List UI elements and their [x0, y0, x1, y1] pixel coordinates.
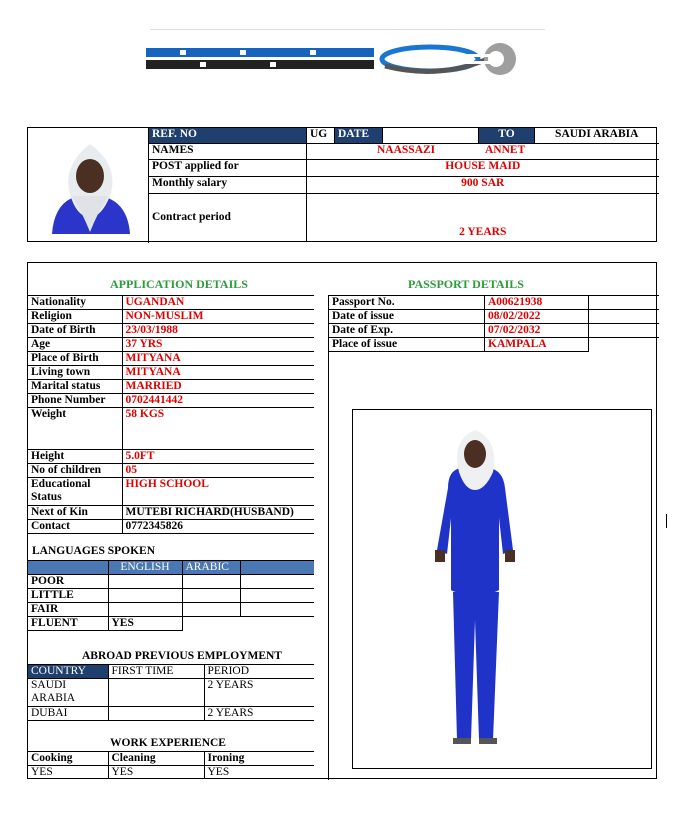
languages-table — [28, 560, 314, 631]
passport-row — [329, 296, 659, 310]
passport-row — [329, 324, 659, 338]
language-level: FLUENT — [28, 617, 108, 631]
passport-value: A00621938 — [485, 296, 589, 310]
application-row — [28, 324, 314, 338]
language-arabic — [182, 603, 240, 617]
lang-col-arabic: ARABIC — [182, 561, 240, 575]
passport-table — [328, 295, 659, 352]
application-row — [28, 338, 314, 352]
language-row — [28, 617, 314, 631]
application-heading: APPLICATION DETAILS — [110, 277, 248, 291]
application-row — [28, 408, 314, 450]
application-value: UGANDAN — [122, 296, 314, 310]
date-label: DATE — [335, 128, 383, 143]
passport-value: 07/02/2032 — [485, 324, 589, 338]
application-row — [28, 520, 314, 534]
application-label: Height — [28, 450, 122, 464]
top-rule — [150, 29, 545, 30]
application-row — [28, 394, 314, 408]
abroad-col-country: COUNTRY — [28, 665, 108, 679]
language-english — [108, 603, 182, 617]
language-blank — [240, 575, 314, 589]
lang-col-blank — [240, 561, 314, 575]
date-value — [383, 128, 479, 143]
application-row — [28, 366, 314, 380]
application-label: Contact — [28, 520, 122, 534]
application-label: Age — [28, 338, 122, 352]
application-value: 23/03/1988 — [122, 324, 314, 338]
post-label: POST applied for — [149, 159, 307, 176]
headshot-photo — [42, 136, 138, 234]
ref-value: UG — [307, 128, 335, 143]
language-row — [28, 603, 314, 617]
abroad-period: 2 YEARS — [204, 707, 314, 721]
passport-extra — [589, 296, 659, 310]
passport-value: 08/02/2022 — [485, 310, 589, 324]
work-val-ironing: YES — [204, 766, 314, 780]
header-block — [27, 127, 657, 242]
application-row — [28, 380, 314, 394]
first-name: NAASSAZI — [377, 143, 436, 156]
application-value: MITYANA — [122, 352, 314, 366]
application-value: 58 KGS — [122, 408, 314, 450]
application-value: 05 — [122, 464, 314, 478]
abroad-country: DUBAI — [28, 707, 108, 721]
application-row — [28, 464, 314, 478]
language-level: LITTLE — [28, 589, 108, 603]
application-row — [28, 450, 314, 464]
language-level: POOR — [28, 575, 108, 589]
names-value — [307, 143, 659, 159]
passport-label: Date of Exp. — [329, 324, 485, 338]
work-col-cooking: Cooking — [28, 752, 108, 766]
passport-row — [329, 310, 659, 324]
header-table — [148, 128, 659, 241]
to-value: SAUDI ARABIA — [535, 128, 659, 143]
abroad-row — [28, 679, 314, 707]
passport-row — [329, 338, 659, 352]
work-col-cleaning: Cleaning — [108, 752, 204, 766]
application-label: No of children — [28, 464, 122, 478]
ref-label: REF. NO — [149, 128, 307, 143]
abroad-col-first-time: FIRST TIME — [108, 665, 204, 679]
application-row — [28, 478, 314, 506]
language-blank — [240, 589, 314, 603]
application-label: Marital status — [28, 380, 122, 394]
names-label: NAMES — [149, 143, 307, 159]
salary-label: Monthly salary — [149, 176, 307, 193]
application-value: 37 YRS — [122, 338, 314, 352]
work-heading: WORK EXPERIENCE — [110, 737, 226, 749]
language-blank — [240, 603, 314, 617]
abroad-table — [28, 664, 314, 721]
work-table — [28, 751, 314, 779]
abroad-col-period: PERIOD — [204, 665, 314, 679]
language-arabic — [182, 575, 240, 589]
work-val-cleaning: YES — [108, 766, 204, 780]
last-name: ANNET — [485, 143, 526, 156]
application-value: MARRIED — [122, 380, 314, 394]
abroad-country: SAUDI ARABIA — [28, 679, 108, 707]
application-value: NON-MUSLIM — [122, 310, 314, 324]
language-english: YES — [108, 617, 182, 631]
application-value: HIGH SCHOOL — [122, 478, 314, 506]
language-blank — [240, 617, 314, 631]
passport-extra — [589, 324, 659, 338]
abroad-heading: ABROAD PREVIOUS EMPLOYMENT — [82, 650, 282, 662]
application-label: Religion — [28, 310, 122, 324]
application-value: 5.0FT — [122, 450, 314, 464]
application-row — [28, 506, 314, 520]
agency-logo — [140, 40, 540, 82]
language-row — [28, 575, 314, 589]
to-label: TO — [479, 128, 535, 143]
application-row — [28, 296, 314, 310]
application-table — [28, 295, 314, 534]
language-level: FAIR — [28, 603, 108, 617]
work-val-cooking: YES — [28, 766, 108, 780]
passport-extra — [589, 338, 659, 352]
language-row — [28, 589, 314, 603]
language-english — [108, 589, 182, 603]
passport-label: Date of issue — [329, 310, 485, 324]
full-body-photo — [352, 409, 652, 769]
application-label: Phone Number — [28, 394, 122, 408]
abroad-first-time — [108, 679, 204, 707]
contract-label: Contract period — [149, 193, 307, 241]
application-label: Place of Birth — [28, 352, 122, 366]
application-label: Next of Kin — [28, 506, 122, 520]
passport-label: Passport No. — [329, 296, 485, 310]
details-block — [27, 262, 657, 779]
abroad-first-time — [108, 707, 204, 721]
language-arabic — [182, 589, 240, 603]
application-row — [28, 352, 314, 366]
passport-value: KAMPALA — [485, 338, 589, 352]
language-english — [108, 575, 182, 589]
passport-extra — [589, 310, 659, 324]
application-value: 0772345826 — [122, 520, 314, 534]
passport-label: Place of issue — [329, 338, 485, 352]
application-value: MITYANA — [122, 366, 314, 380]
application-label: Living town — [28, 366, 122, 380]
passport-heading: PASSPORT DETAILS — [408, 277, 524, 291]
application-label: Educational Status — [28, 478, 122, 506]
language-arabic — [182, 617, 240, 631]
contract-value: 2 YEARS — [307, 193, 659, 241]
application-label: Date of Birth — [28, 324, 122, 338]
application-row — [28, 310, 314, 324]
post-value: HOUSE MAID — [307, 159, 659, 176]
abroad-row — [28, 707, 314, 721]
application-label: Weight — [28, 408, 122, 450]
languages-corner — [28, 561, 108, 575]
edge-mark — [666, 514, 667, 528]
work-col-ironing: Ironing — [204, 752, 314, 766]
salary-value: 900 SAR — [307, 176, 659, 193]
lang-col-english: ENGLISH — [108, 561, 182, 575]
abroad-period: 2 YEARS — [204, 679, 314, 707]
application-label: Nationality — [28, 296, 122, 310]
application-value: 0702441442 — [122, 394, 314, 408]
languages-heading: LANGUAGES SPOKEN — [32, 545, 156, 557]
application-value: MUTEBI RICHARD(HUSBAND) — [122, 506, 314, 520]
